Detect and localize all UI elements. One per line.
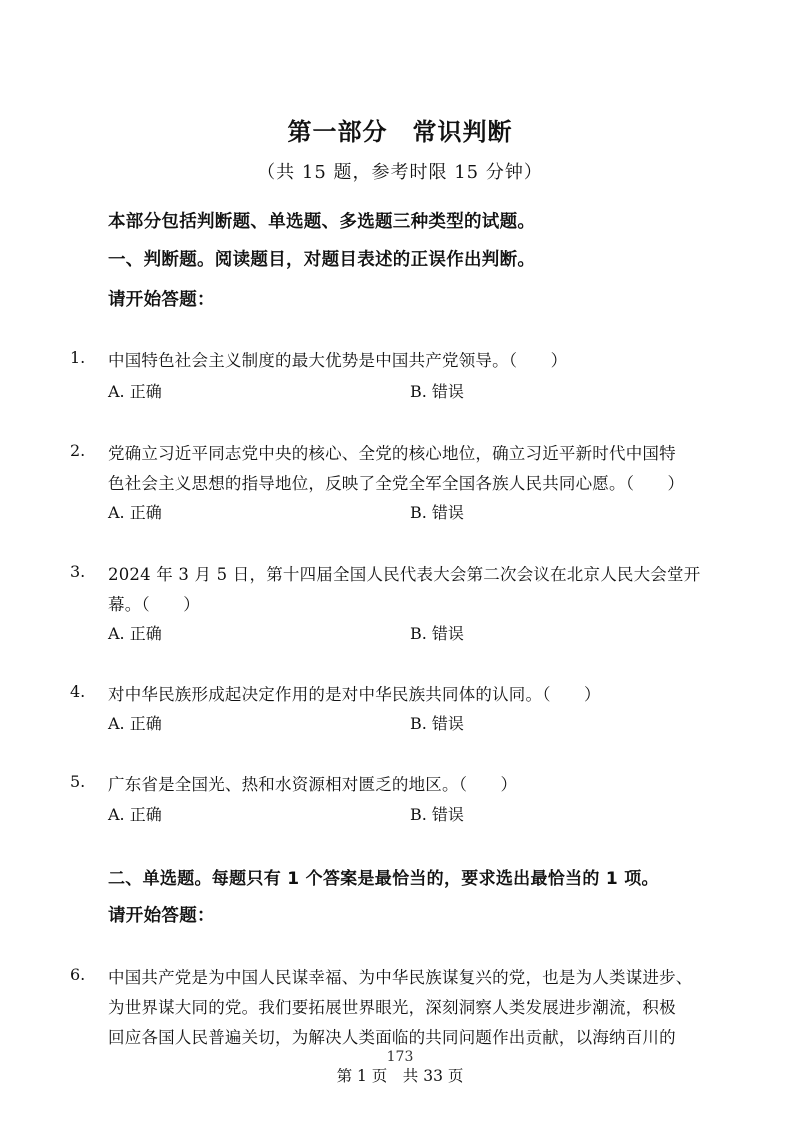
- question-number: 6.: [70, 965, 86, 984]
- page-footer: 第 1 页 共 33 页: [336, 1067, 464, 1085]
- page-stamp-number: 173: [386, 1049, 414, 1065]
- question-number: 4.: [70, 682, 86, 701]
- option-b: B. 错误: [410, 503, 464, 522]
- question-text: 回应各国人民普遍关切，为解决人类面临的共同问题作出贡献，以海纳百川的: [108, 1028, 676, 1047]
- option-a: A. 正确: [108, 805, 162, 824]
- question-number: 1.: [70, 348, 86, 367]
- overview-text: 本部分包括判断题、单选题、多选题三种类型的试题。: [108, 212, 536, 232]
- question-text: 中国共产党是为中国人民谋幸福、为中华民族谋复兴的党，也是为人类谋进步、: [108, 968, 693, 987]
- question-text: 对中华民族形成起决定作用的是对中华民族共同体的认同。（ ）: [108, 685, 601, 704]
- question-number: 3.: [70, 562, 86, 581]
- question-text: 幕。（ ）: [108, 595, 200, 614]
- option-b: B. 错误: [410, 624, 464, 643]
- option-b: B. 错误: [410, 382, 464, 401]
- question-text: 色社会主义思想的指导地位，反映了全党全军全国各族人民共同心愿。（ ）: [108, 474, 685, 493]
- question-number: 5.: [70, 772, 86, 791]
- option-b: B. 错误: [410, 805, 464, 824]
- question-text: 中国特色社会主义制度的最大优势是中国共产党领导。（ ）: [108, 351, 568, 370]
- section2-heading: 二、单选题。每题只有 1 个答案是最恰当的，要求选出最恰当的 1 项。: [108, 869, 659, 889]
- question-text: 广东省是全国光、热和水资源相对匮乏的地区。（ ）: [108, 775, 518, 794]
- option-a: A. 正确: [108, 624, 162, 643]
- page-title: 第一部分 常识判断: [287, 118, 513, 146]
- option-a: A. 正确: [108, 503, 162, 522]
- section1-heading: 一、判断题。阅读题目，对题目表述的正误作出判断。: [108, 250, 536, 270]
- question-text: 2024 年 3 月 5 日，第十四届全国人民代表大会第二次会议在北京人民大会堂开: [108, 565, 701, 584]
- page-subtitle: （共 15 题，参考时限 15 分钟）: [257, 162, 543, 183]
- section1-start: 请开始答题：: [108, 290, 215, 310]
- question-number: 2.: [70, 441, 86, 460]
- section2-start: 请开始答题：: [108, 906, 215, 926]
- option-b: B. 错误: [410, 714, 464, 733]
- option-a: A. 正确: [108, 382, 162, 401]
- option-a: A. 正确: [108, 714, 162, 733]
- question-text: 为世界谋大同的党。我们要拓展世界眼光，深刻洞察人类发展进步潮流，积极: [108, 998, 676, 1017]
- question-text: 党确立习近平同志党中央的核心、全党的核心地位，确立习近平新时代中国特: [108, 444, 676, 463]
